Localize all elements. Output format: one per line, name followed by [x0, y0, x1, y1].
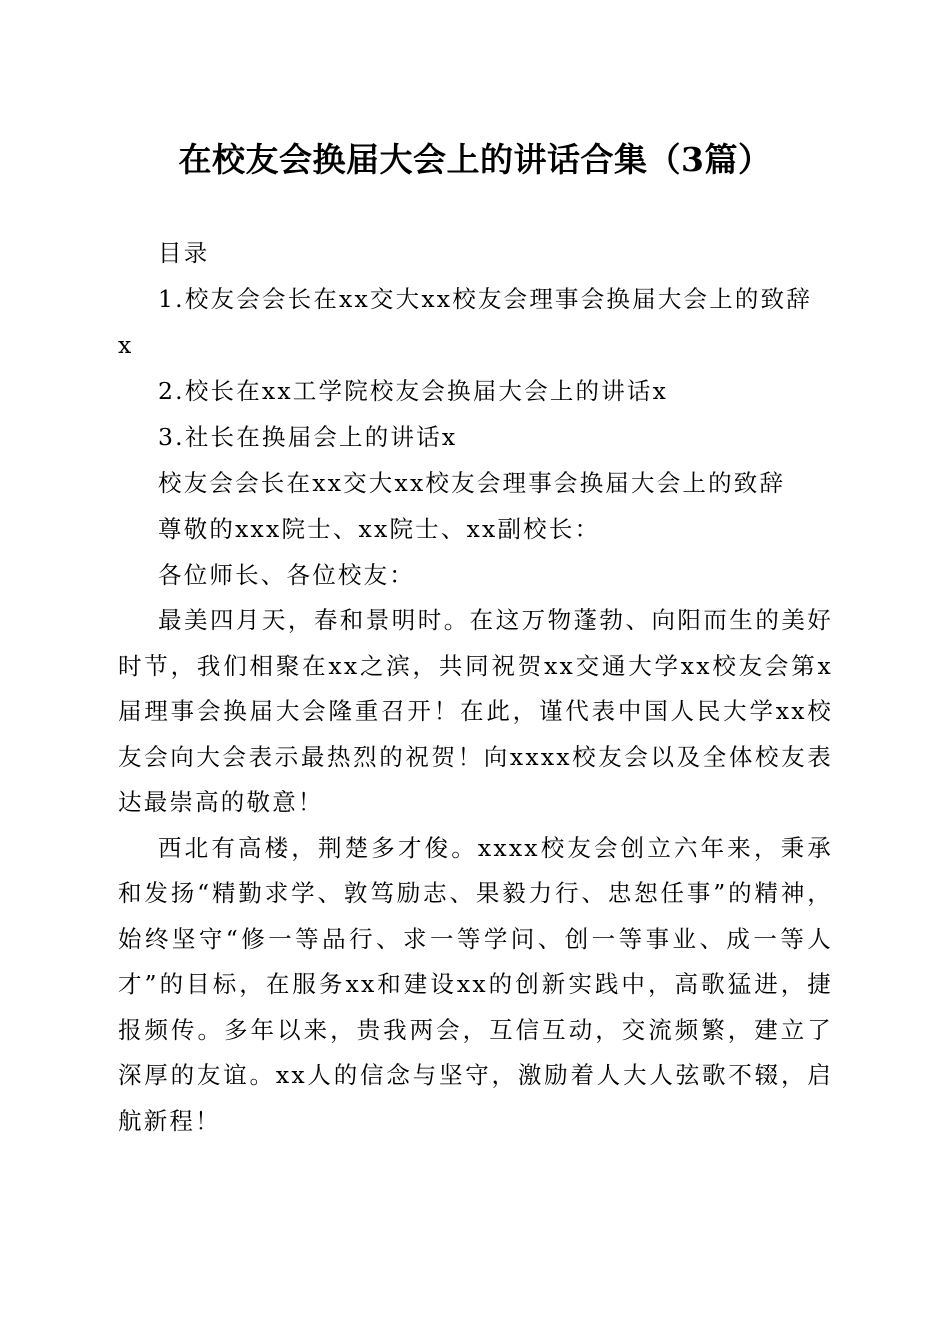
speech-heading: 校友会会长在xx交大xx校友会理事会换届大会上的致辞 — [158, 469, 786, 497]
toc-item-1: 1.校友会会长在xx交大xx校友会理事会换届大会上的致辞 — [158, 285, 813, 313]
document-body — [118, 230, 833, 1144]
speech-paragraph-2: 西北有高楼，荆楚多才俊。xxxx校友会创立六年来，秉承和发扬“精勤求学、敦笃励志、果毅力行、忠恕任事”的精神，始终坚守“修一等品行、求一等学问、创一等事业、成一等人才”的目标，在服务xx和建设xx的创新实践中，高歌猛进，捷报频传。多年以来，贵我两会，互信互动，交流频繁，建立了深厚的友谊。xx人的信念与坚守，激励着人大人弦歌不辍，启航新程！ — [118, 833, 833, 1135]
document-title: 在校友会换届大会上的讲话合集（3篇） — [178, 140, 772, 179]
toc-heading: 目录 — [158, 239, 210, 267]
salutation-line-1: 尊敬的xxx院士、xx院士、xx副校长： — [158, 515, 601, 543]
toc-item-1-continuation: x — [118, 331, 134, 359]
toc-item-3: 3.社长在换届会上的讲话x — [158, 423, 458, 451]
salutation-line-2: 各位师长、各位校友： — [158, 561, 415, 589]
speech-paragraph-1: 最美四月天，春和景明时。在这万物蓬勃、向阳而生的美好时节，我们相聚在xx之滨，共同祝贺xx交通大学xx校友会第x届理事会换届大会隆重召开！在此，谨代表中国人民大学xx校友会向大会表示最热烈的祝贺！向xxxx校友会以及全体校友表达最崇高的敬意！ — [118, 606, 833, 816]
toc-item-2: 2.校长在xx工学院校友会换届大会上的讲话x — [158, 377, 669, 405]
